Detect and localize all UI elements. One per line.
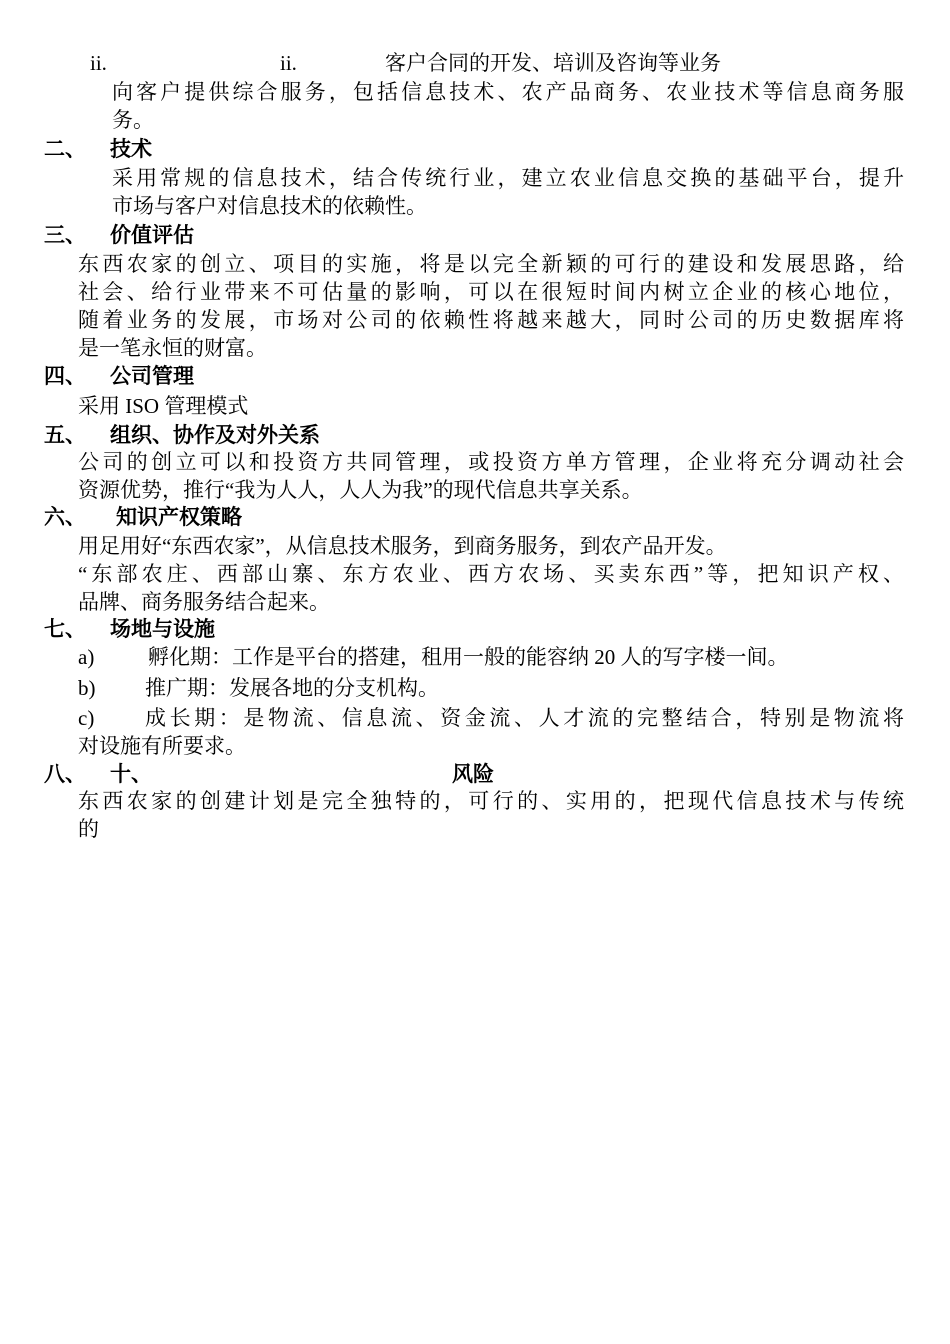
top-item-marker-b: ii.	[280, 51, 297, 75]
section-3-line-3: 随着业务的发展，市场对公司的依赖性将越来越大，同时公司的历史数据库将	[78, 308, 904, 332]
section-7-item-c-text: 成长期：是物流、信息流、资金流、人才流的完整结合，特别是物流将	[145, 706, 904, 730]
section-7-item-c-continuation: 对设施有所要求。	[78, 734, 246, 758]
section-4-heading: 公司管理	[110, 364, 194, 388]
section-7-number: 七、	[44, 617, 86, 641]
section-6-line-1: 用足用好“东西农家”，从信息技术服务，到商务服务，到农产品开发。	[78, 534, 727, 558]
section-2-line-1: 采用常规的信息技术，结合传统行业，建立农业信息交换的基础平台，提升	[112, 166, 904, 190]
section-7-item-b-marker: b)	[78, 676, 96, 700]
section-7-item-b-text: 推广期：发展各地的分支机构。	[145, 676, 439, 700]
section-8-sub-number: 十、	[110, 762, 152, 786]
section-5-number: 五、	[44, 423, 86, 447]
section-6-heading: 知识产权策略	[116, 505, 242, 529]
section-6-line-3: 品牌、商务服务结合起来。	[78, 590, 330, 614]
top-item-body-line-2: 务。	[112, 108, 154, 132]
section-2-heading: 技术	[110, 137, 152, 161]
section-3-line-2: 社会、给行业带来不可估量的影响，可以在很短时间内树立企业的核心地位，	[78, 280, 904, 304]
section-5-line-1: 公司的创立可以和投资方共同管理，或投资方单方管理，企业将充分调动社会	[78, 450, 904, 474]
section-3-number: 三、	[44, 223, 86, 247]
section-7-item-c-marker: c)	[78, 706, 95, 730]
section-3-line-1: 东西农家的创立、项目的实施，将是以完全新颖的可行的建设和发展思路，给	[78, 252, 904, 276]
section-4-number: 四、	[44, 364, 86, 388]
section-4-line-1: 采用 ISO 管理模式	[78, 394, 249, 418]
section-6-line-2: “东部农庄、西部山寨、东方农业、西方农场、买卖东西”等，把知识产权、	[78, 562, 904, 586]
section-8-number: 八、	[44, 762, 86, 786]
section-2-line-2: 市场与客户对信息技术的依赖性。	[112, 194, 427, 218]
section-2-number: 二、	[44, 137, 86, 161]
section-7-heading: 场地与设施	[110, 617, 215, 641]
section-5-line-2: 资源优势，推行“我为人人，人人为我”的现代信息共享关系。	[78, 478, 643, 502]
section-6-number: 六、	[44, 505, 86, 529]
top-item-body-line-1: 向客户提供综合服务，包括信息技术、农产品商务、农业技术等信息商务服	[112, 80, 904, 104]
section-5-heading: 组织、协作及对外关系	[110, 423, 320, 447]
section-8-line-1: 东西农家的创建计划是完全独特的，可行的、实用的，把现代信息技术与传统	[78, 789, 904, 813]
top-item-marker-a: ii.	[90, 51, 107, 75]
section-7-item-a-marker: a)	[78, 645, 95, 669]
section-7-item-a-text: 孵化期：工作是平台的搭建，租用一般的能容纳 20 人的写字楼一间。	[148, 645, 789, 669]
section-8-line-2: 的	[78, 817, 99, 841]
top-item-title: 客户合同的开发、培训及咨询等业务	[385, 51, 721, 75]
section-3-heading: 价值评估	[110, 223, 194, 247]
section-3-line-4: 是一笔永恒的财富。	[78, 336, 267, 360]
section-8-heading: 风险	[452, 762, 494, 786]
